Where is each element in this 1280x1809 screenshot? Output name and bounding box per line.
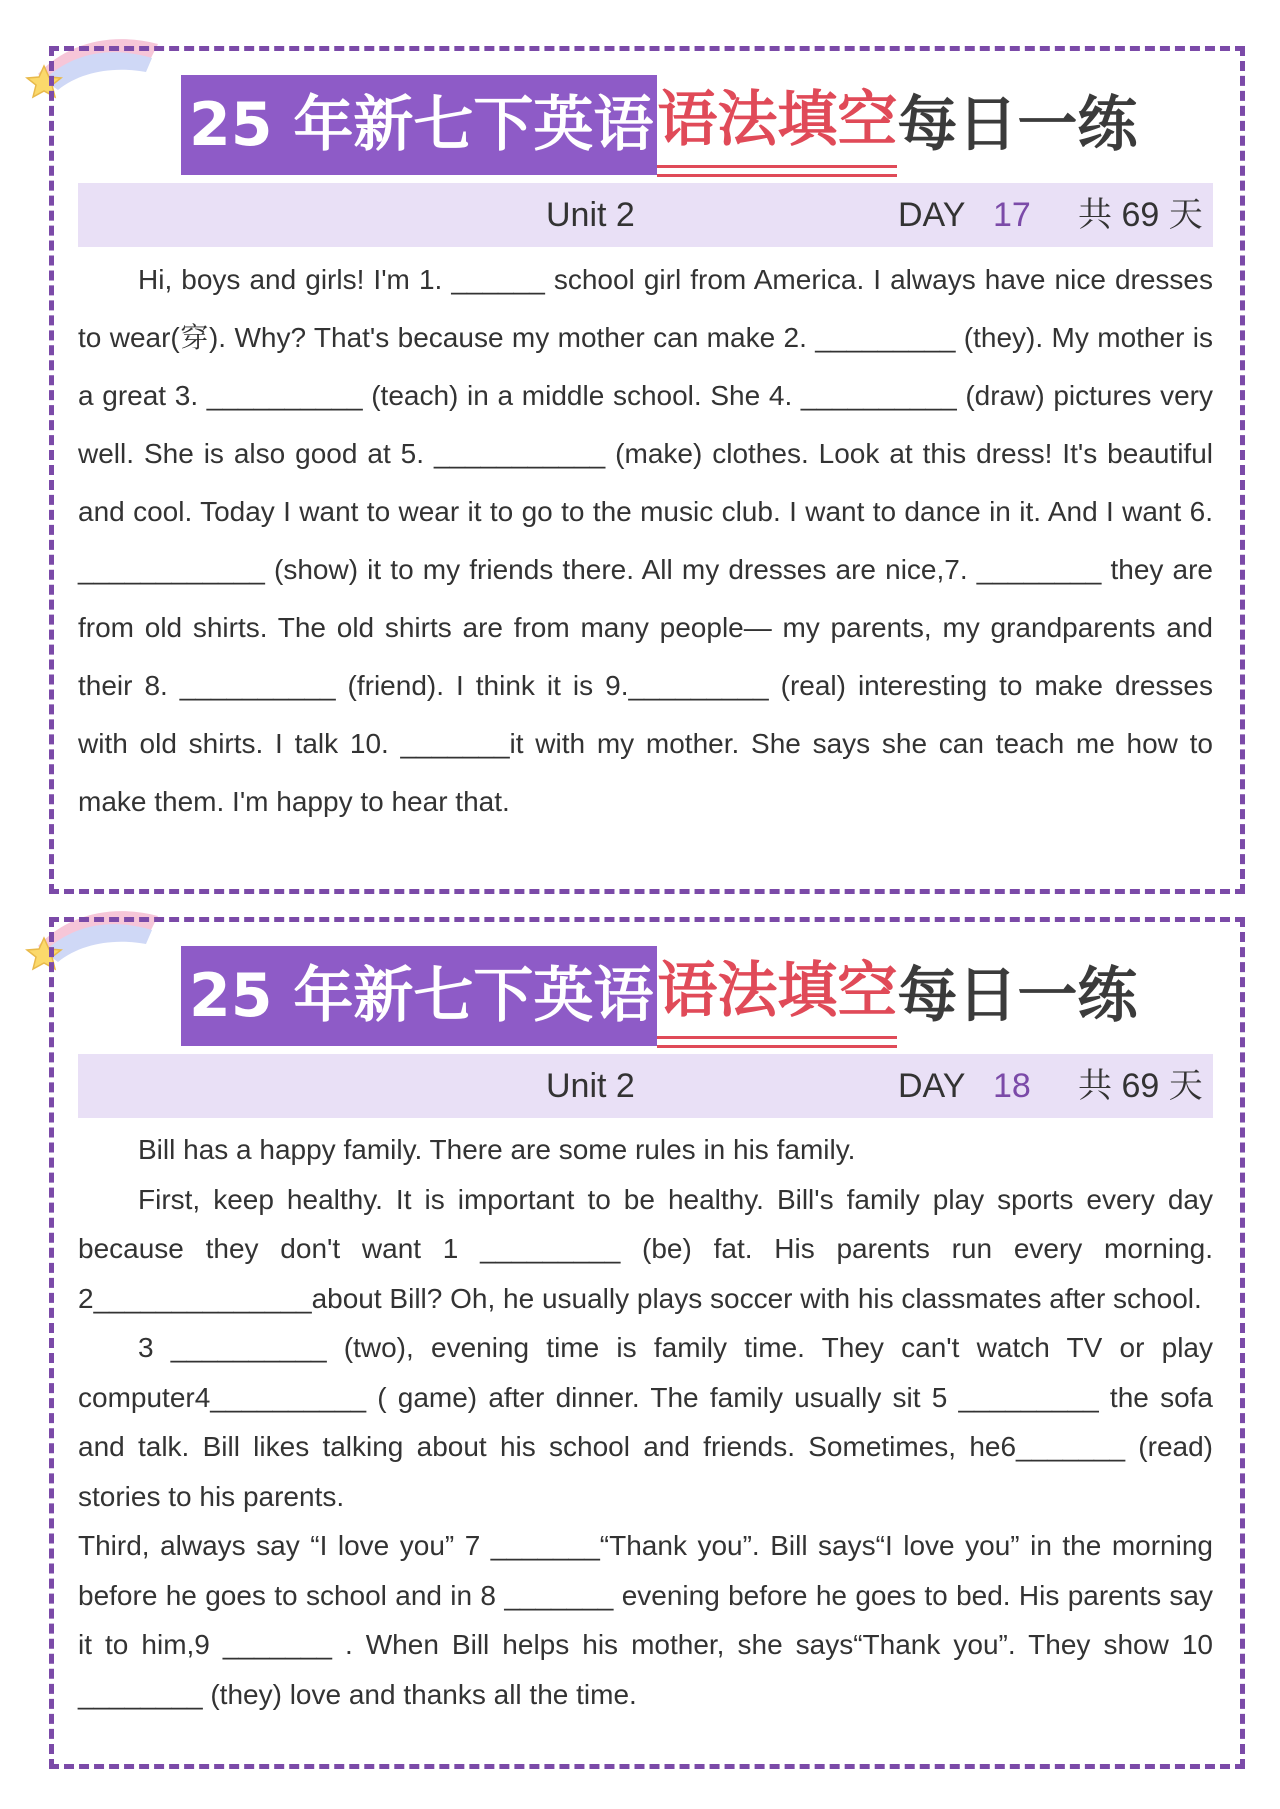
- unit-day-header: [78, 183, 1213, 247]
- title-highlighted: 25 年新七下英语: [181, 946, 657, 1046]
- passage: [78, 251, 1213, 831]
- day-label: DAY: [898, 1067, 966, 1105]
- passage-paragraph: 3 __________ (two), evening time is family time. They can't watch TV or play computer4__________ ( game) after dinner. The family usually sit 5 _________ the sofa and talk. Bill likes talking about his school and friends. Sometimes, he6_______ (read) stories to his parents.: [78, 1332, 1213, 1512]
- passage-paragraph: Third, always say “I love you” 7 _______“Thank you”. Bill says“I love you” in the morning before he goes to school and in 8 _______ evening before he goes to bed. His parents say it to him,9 _______ . When Bill helps his mother, she says“Thank you”. They show 10 ________ (they) love and thanks all the time.: [78, 1530, 1213, 1710]
- passage-paragraph: First, keep healthy. It is important to be healthy. Bill's family play sports every day because they don't want 1 _________ (be) fat. His parents run every morning. 2______________about Bill? Oh, he usually plays soccer with his classmates after school.: [78, 1183, 1213, 1314]
- unit-label: Unit 2: [546, 196, 635, 234]
- day-number: 18: [993, 1067, 1031, 1105]
- total-days: 共 69 天: [1078, 1067, 1203, 1105]
- exercise-title: [181, 946, 1141, 1046]
- exercise-card-day-17: [49, 46, 1245, 894]
- title-red: 语法填空: [657, 75, 897, 168]
- title-dark: 每日一练: [897, 961, 1138, 1031]
- title-red: 语法填空: [657, 946, 897, 1039]
- passage-paragraph: Bill has a happy family. There are some rules in his family.: [138, 1134, 856, 1165]
- day-label: DAY: [898, 196, 966, 234]
- exercise-card-day-18: [49, 917, 1245, 1769]
- passage: [78, 1125, 1213, 1719]
- exercise-title: [181, 75, 1141, 175]
- passage-paragraph: Hi, boys and girls! I'm 1. ______ school girl from America. I always have nice dresses to wear(穿). Why? That's because my mother can make 2. _________ (they). My mother is a great 3. __________ (teach) in a middle school. She 4. __________ (draw) pictures very well. She is also good at 5. ___________ (make) clothes. Look at this dress! It's beautiful and cool. Today I want to wear it to go to the music club. I want to dance in it. And I want 6. ____________ (show) it to my friends there. All my dresses are nice,7. ________ they are from old shirts. The old shirts are from many people— my parents, my grandparents and their 8. __________ (friend). I think it is 9._________ (real) interesting to make dresses with old shirts. I talk 10. _______it with my mother. She says she can teach me how to make them. I'm happy to hear that.: [78, 264, 1213, 817]
- unit-day-header: [78, 1054, 1213, 1118]
- title-highlighted: 25 年新七下英语: [181, 75, 657, 175]
- title-dark: 每日一练: [897, 90, 1138, 160]
- total-days: 共 69 天: [1078, 196, 1203, 234]
- day-number: 17: [993, 196, 1031, 234]
- unit-label: Unit 2: [546, 1067, 635, 1105]
